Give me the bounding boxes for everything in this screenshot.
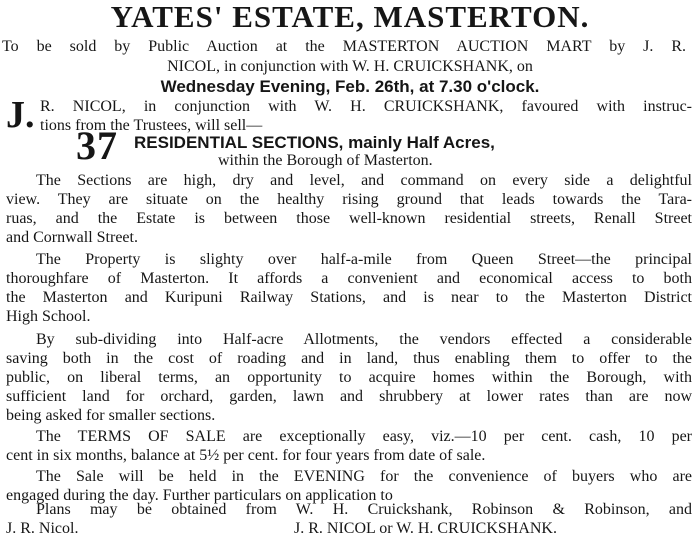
paragraph-2-line-2: thoroughfare of Masterton. It affords a convenient and economical access to both: [6, 270, 692, 287]
paragraph-5-line-2: engaged during the day. Further particulars on application to: [6, 487, 393, 504]
paragraph-2-line-4: High School.: [6, 308, 91, 325]
signature: J. R. NICOL or W. H. CRUICKSHANK.: [294, 520, 557, 537]
paragraph-3-line-5: being asked for smaller sections.: [6, 407, 216, 424]
intro-line-2: NICOL, in conjunction with W. H. CRUICKSHANK, on: [167, 58, 533, 75]
lots-subheading: within the Borough of Masterton.: [218, 152, 433, 169]
intro-line-1: To be sold by Public Auction at the MASTERTON AUCTION MART by J. R.: [2, 38, 686, 55]
paragraph-4-line-1: The TERMS OF SALE are exceptionally easy, viz.—10 per cent. cash, 10 per: [36, 428, 692, 445]
paragraph-1-line-2: view. They are situate on the healthy rising ground that leads towards the Tara-: [6, 191, 692, 208]
paragraph-2-line-3: the Masterton and Kuripuni Railway Stations, and is near to the Masterton District: [6, 289, 692, 306]
lots-heading: RESIDENTIAL SECTIONS, mainly Half Acres,: [134, 133, 495, 152]
advert-title: YATES' ESTATE, MASTERTON.: [110, 0, 590, 34]
paragraph-1-line-3: ruas, and the Estate is between those well-known residential streets, Renall Street: [6, 210, 692, 227]
paragraph-1-line-4: and Cornwall Street.: [6, 229, 138, 246]
paragraph-6-line-2: J. R. Nicol.: [6, 520, 79, 537]
sale-date: Wednesday Evening, Feb. 26th, at 7.30 o'clock.: [160, 77, 540, 96]
instructions-line-2: tions from the Trustees, will sell—: [40, 117, 263, 134]
paragraph-3-line-3: public, on liberal terms, an opportunity to acquire homes within the Borough, with: [6, 369, 692, 386]
paragraph-3-line-1: By sub-dividing into Half-acre Allotments, the vendors effected a considerable: [36, 331, 692, 348]
lot-count: 37: [76, 123, 118, 168]
paragraph-1-line-1: The Sections are high, dry and level, and command on every side a delightful: [36, 172, 692, 189]
paragraph-3-line-4: sufficient land for orchard, garden, lawn and shrubbery at lower rates than are now: [6, 388, 692, 405]
paragraph-6-line-1: Plans may be obtained from W. H. Cruickshank, Robinson & Robinson, and: [36, 501, 692, 518]
paragraph-2-line-1: The Property is slighty over half-a-mile from Queen Street—the principal: [36, 251, 692, 268]
paragraph-3-line-2: saving both in the cost of roading and in land, thus enabling them to offer to the: [6, 350, 692, 367]
instructions-line-1: R. NICOL, in conjunction with W. H. CRUICKSHANK, favoured with instruc-: [40, 98, 692, 115]
drop-cap-initial: J.: [6, 94, 35, 136]
paragraph-4-line-2: cent in six months, balance at 5½ per cent. for four years from date of sale.: [6, 447, 486, 464]
paragraph-5-line-1: The Sale will be held in the EVENING for the convenience of buyers who are: [36, 468, 692, 485]
